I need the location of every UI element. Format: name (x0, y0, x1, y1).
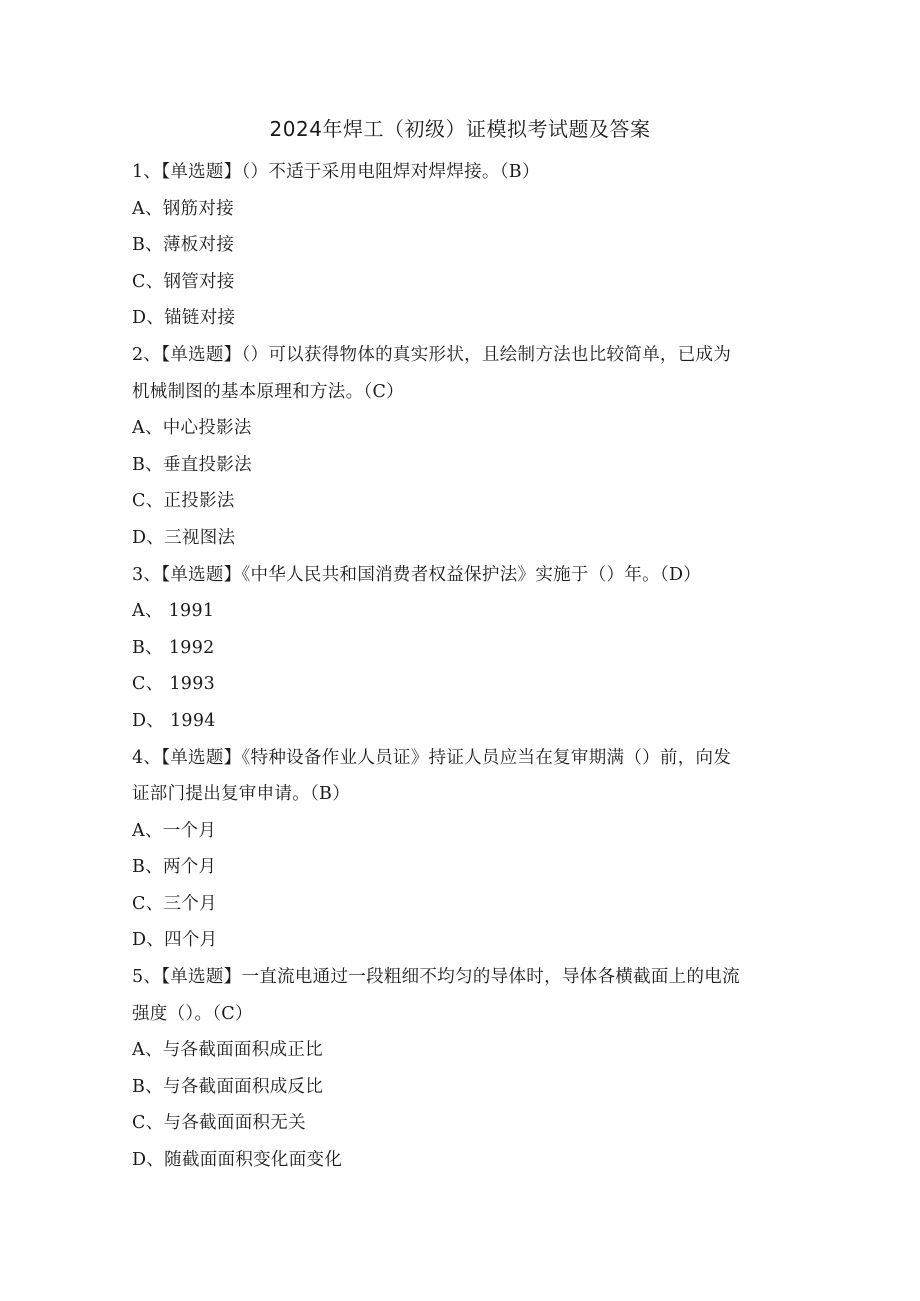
answer-option: A、中心投影法 (132, 418, 252, 439)
question-item (132, 959, 780, 1179)
answer-option: B、 1992 (132, 637, 215, 658)
answer-option: B、薄板对接 (132, 235, 235, 256)
question-stem-continued: 机械制图的基本原理和方法。（C） (132, 381, 404, 402)
answer-option: A、 1991 (132, 601, 215, 622)
question-stem: 3、【单选题】《中华人民共和国消费者权益保护法》实施于（）年。（D） (132, 564, 702, 585)
question-stem-continued: 证部门提出复审申请。（B） (132, 784, 351, 805)
answer-option: D、 1994 (132, 710, 216, 731)
question-item (132, 557, 780, 740)
question-stem: 4、【单选题】《特种设备作业人员证》持证人员应当在复审期满（）前，向发 (132, 747, 732, 768)
question-stem: 2、【单选题】（）可以获得物体的真实形状，且绘制方法也比较简单，已成为 (132, 344, 732, 365)
answer-option: C、三个月 (132, 893, 217, 914)
question-item (132, 337, 780, 557)
answer-option: C、 1993 (132, 674, 216, 695)
answer-option: A、一个月 (132, 820, 217, 841)
answer-option: D、随截面面积变化面变化 (132, 1150, 343, 1171)
answer-option: C、钢管对接 (132, 271, 235, 292)
question-stem: 5、【单选题】一直流电通过一段粗细不均匀的导体时，导体各横截面上的电流 (132, 967, 740, 988)
answer-option: C、与各截面面积无关 (132, 1113, 306, 1134)
answer-option: D、四个月 (132, 930, 218, 951)
answer-option: A、与各截面面积成正比 (132, 1040, 323, 1061)
question-item (132, 740, 780, 960)
question-list (132, 154, 780, 1179)
answer-option: B、两个月 (132, 857, 217, 878)
question-stem-continued: 强度（）。（C） (132, 1003, 253, 1024)
answer-option: D、三视图法 (132, 527, 236, 548)
answer-option: D、锚链对接 (132, 308, 236, 329)
document-title: 2024年焊工（初级）证模拟考试题及答案 (269, 117, 651, 141)
question-stem: 1、【单选题】（）不适于采用电阻焊对焊焊接。（B） (132, 162, 540, 182)
question-item (132, 154, 780, 337)
answer-option: B、与各截面面积成反比 (132, 1076, 324, 1097)
answer-option: C、正投影法 (132, 491, 235, 512)
answer-option: A、钢筋对接 (132, 198, 234, 219)
answer-option: B、垂直投影法 (132, 454, 252, 475)
